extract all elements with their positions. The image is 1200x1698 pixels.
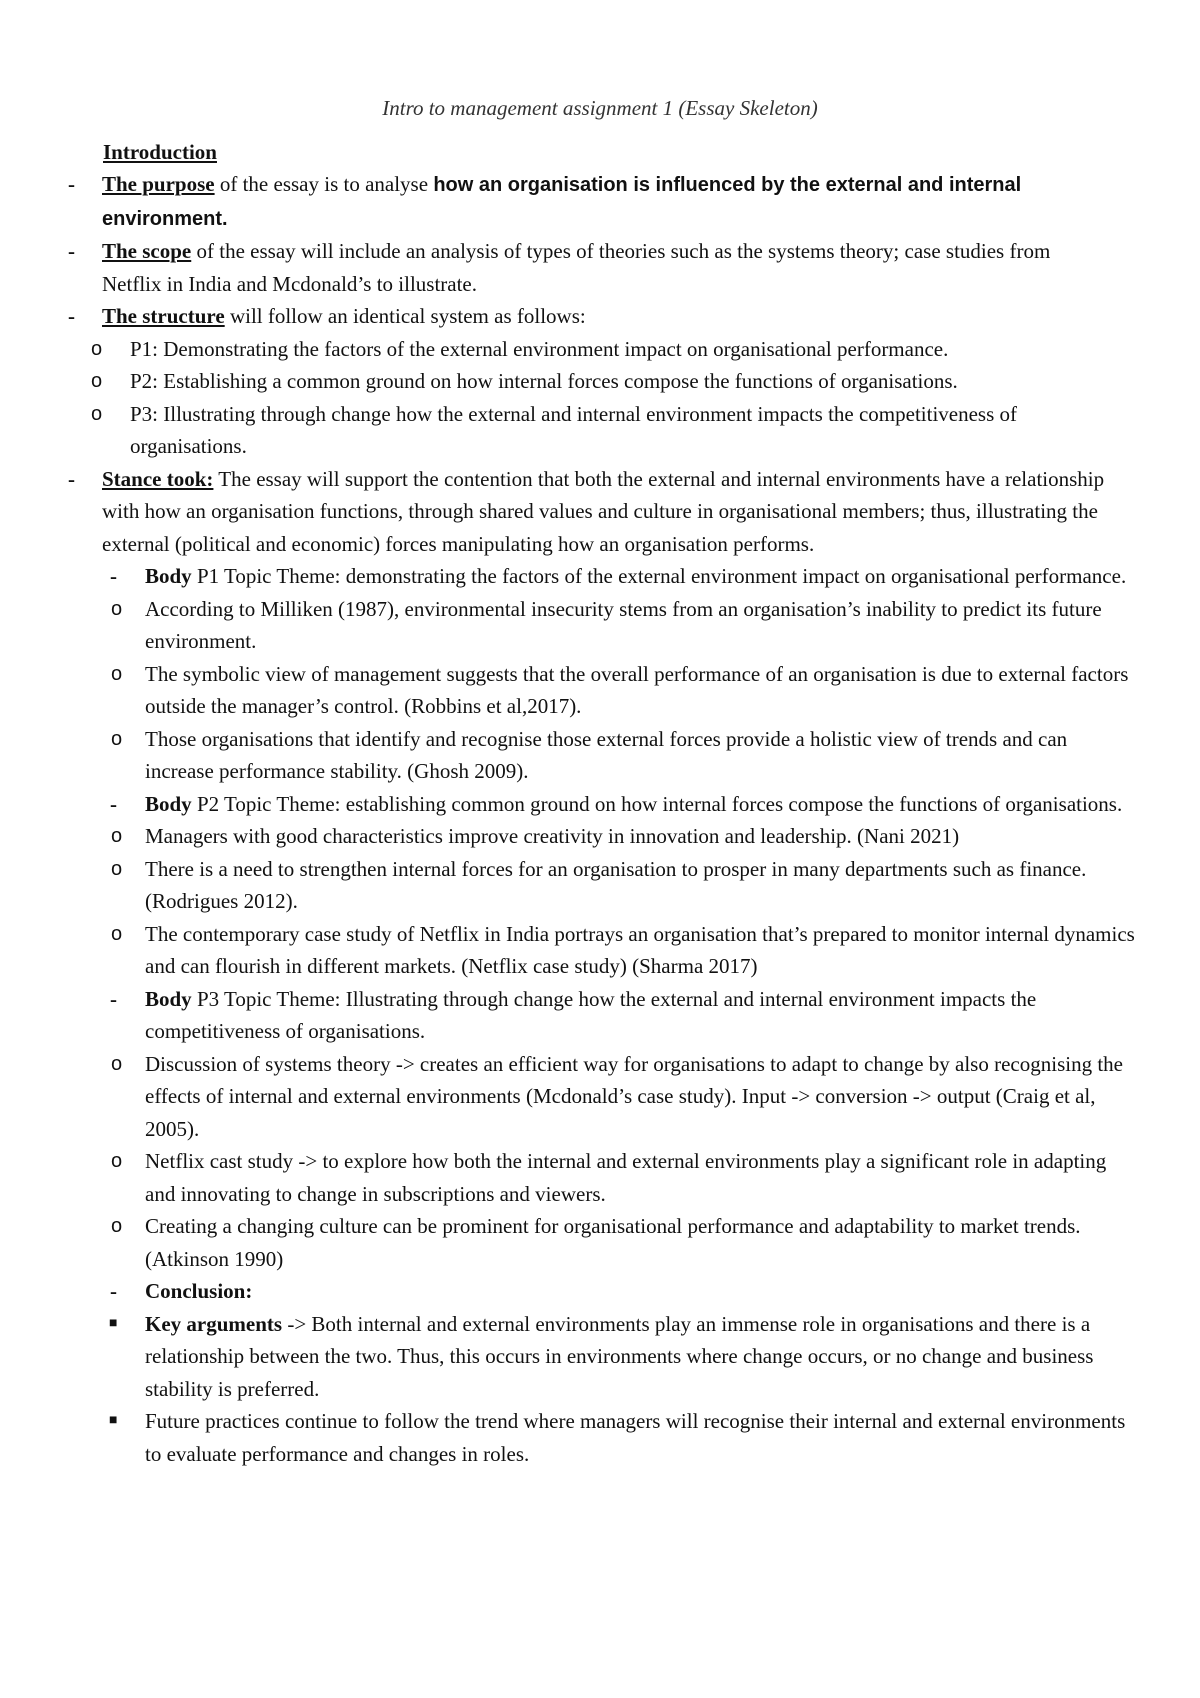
body-p3-point-text: Creating a changing culture can be prominent for organisational performance and adaptability to market trends. (Atkinson 1990): [145, 1214, 1081, 1271]
circle-bullet-icon: o: [91, 337, 103, 360]
square-bullet-icon: ■: [109, 1315, 118, 1331]
circle-bullet-icon: o: [111, 1052, 123, 1075]
structure-point: [0, 365, 1108, 398]
body-p1-point: [0, 658, 1135, 723]
key-arguments-text: -> Both internal and external environments play an immense role in organisations and there is a relationship between the two. Thus, this occurs in environments where change occurs, or no change and business stability is preferred.: [145, 1311, 1094, 1401]
body-p1-point: [0, 723, 1135, 788]
document-title: Intro to management assignment 1 (Essay Skeleton): [382, 96, 818, 120]
structure-point: [0, 398, 1108, 463]
scope-label: The scope: [102, 239, 192, 263]
document-content: [0, 136, 1200, 1470]
body-p3-theme: P3 Topic Theme: Illustrating through change how the external and internal environment impacts the competitiveness of organisations.: [145, 986, 1037, 1043]
structure-item: [0, 300, 1108, 333]
circle-bullet-icon: o: [91, 402, 103, 425]
circle-bullet-icon: o: [111, 857, 123, 880]
body-p2-theme: P2 Topic Theme: establishing common ground on how internal forces compose the functions of organisations.: [191, 791, 1123, 816]
purpose-text: of the essay is to analyse: [214, 172, 434, 196]
body-label: Body: [145, 564, 192, 588]
dash-bullet-icon: -: [68, 466, 75, 491]
body-p2-point: [0, 820, 1135, 853]
body-p2-point: [0, 918, 1135, 983]
dash-bullet-icon: -: [110, 986, 117, 1011]
dash-bullet-icon: -: [110, 1279, 117, 1303]
body-p3-point: [0, 1145, 1135, 1210]
circle-bullet-icon: o: [91, 370, 103, 392]
body-p3-item: [0, 983, 1135, 1048]
circle-bullet-icon: o: [111, 825, 123, 847]
body-p2-point-text: There is a need to strengthen internal forces for an organisation to prosper in many departments such as finance. (Rodrigues 2012).: [145, 856, 1087, 913]
body-p2-item: [0, 788, 1135, 821]
purpose-emphasis: how an organisation is influenced by the external and internal environment.: [102, 174, 1022, 230]
body-p3-point: [0, 1210, 1135, 1275]
circle-bullet-icon: o: [111, 597, 123, 620]
scope-item: [0, 235, 1108, 300]
body-p3-point: [0, 1048, 1135, 1146]
structure-label: The structure: [102, 304, 225, 328]
dash-bullet-icon: -: [68, 304, 75, 328]
body-p3-point-text: Netflix cast study -> to explore how both the internal and external environments play a significant role in adapting and innovating to change in subscriptions and viewers.: [145, 1149, 1107, 1206]
body-label: Body: [145, 791, 192, 816]
key-arguments-label: Key arguments: [145, 1311, 283, 1336]
circle-bullet-icon: o: [111, 727, 123, 750]
structure-point-text: P2: Establishing a common ground on how internal forces compose the functions of organisations.: [130, 369, 958, 393]
body-p2-point-text: Managers with good characteristics improve creativity in innovation and leadership. (Nani 2021): [145, 824, 960, 848]
purpose-item: [0, 168, 1108, 235]
dash-bullet-icon: -: [68, 172, 75, 196]
dash-bullet-icon: -: [68, 239, 75, 263]
future-practices-text: Future practices continue to follow the trend where managers will recognise their internal and external environments to evaluate performance and changes in roles.: [145, 1409, 1126, 1466]
body-p1-theme: P1 Topic Theme: demonstrating the factors of the external environment impact on organisational performance.: [191, 564, 1127, 588]
body-p1-point-text: According to Milliken (1987), environmental insecurity stems from an organisation’s inability to predict its future environment.: [145, 596, 1102, 653]
purpose-label: The purpose: [102, 172, 215, 196]
body-p3-point-text: Discussion of systems theory -> creates an efficient way for organisations to adapt to change by also recognising the effects of internal and external environments (Mcdonald’s case study). Input -> conversion -> output (Craig et al, 2005).: [145, 1051, 1123, 1141]
stance-text: The essay will support the contention that both the external and internal environments have a relationship with how an organisation functions, through shared values and culture in organisational members; thus, illustrating the external (political and economic) forces manipulating how an organisation performs.: [102, 466, 1105, 556]
body-p1-point: [0, 593, 1135, 658]
structure-point-text: P3: Illustrating through change how the external and internal environment impacts the competitiveness of organisations.: [130, 401, 1018, 458]
body-p1-item: [0, 560, 1135, 593]
conclusion-future-practices: [0, 1405, 1135, 1470]
scope-text: of the essay will include an analysis of types of theories such as the systems theory; case studies from Netflix in India and Mcdonald’s to illustrate.: [102, 239, 1051, 296]
circle-bullet-icon: o: [111, 662, 123, 685]
structure-text: will follow an identical system as follows:: [224, 304, 586, 328]
circle-bullet-icon: o: [111, 1150, 123, 1172]
conclusion-item: [0, 1275, 1135, 1308]
conclusion-key-arguments: [0, 1308, 1135, 1406]
stance-label: Stance took:: [102, 466, 214, 491]
dash-bullet-icon: -: [110, 564, 117, 588]
structure-point: [0, 333, 1108, 366]
body-label: Body: [145, 986, 192, 1011]
dash-bullet-icon: -: [110, 791, 117, 816]
conclusion-label: Conclusion:: [145, 1279, 253, 1303]
introduction-heading: Introduction: [103, 140, 217, 164]
circle-bullet-icon: o: [111, 1215, 123, 1237]
circle-bullet-icon: o: [111, 922, 123, 945]
square-bullet-icon: ■: [109, 1413, 118, 1428]
structure-point-text: P1: Demonstrating the factors of the external environment impact on organisational performance.: [130, 336, 949, 361]
body-p2-point-text: The contemporary case study of Netflix in India portrays an organisation that’s prepared to monitor internal dynamics and can flourish in different markets. (Netflix case study) (Sharma 2017): [145, 921, 1135, 978]
body-p2-point: [0, 853, 1135, 918]
stance-item: [0, 463, 1108, 561]
body-p1-point-text: The symbolic view of management suggests that the overall performance of an organisation is due to external factors outside the manager’s control. (Robbins et al,2017).: [145, 661, 1129, 718]
body-p1-point-text: Those organisations that identify and recognise those external forces provide a holistic view of trends and can increase performance stability. (Ghosh 2009).: [145, 726, 1068, 783]
